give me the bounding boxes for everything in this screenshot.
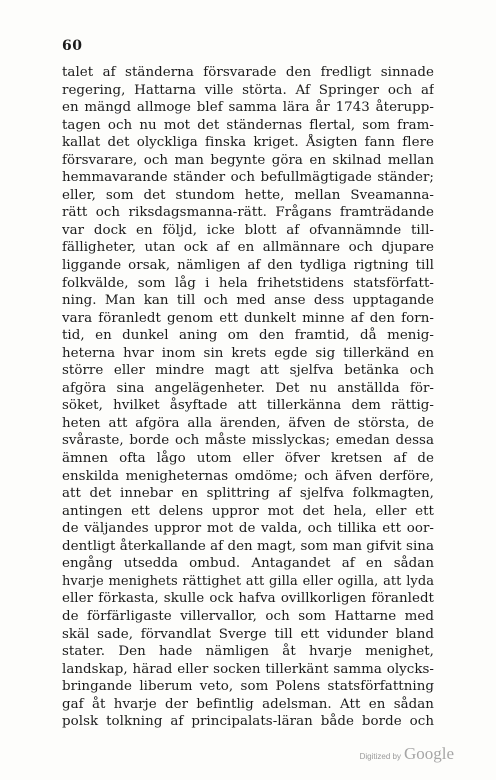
text-line: polsk tolkning af principalats-läran både borde och [62,714,434,730]
text-line: tagen och nu mot det ständernas flertal, som fram- [62,117,434,133]
text-line: svåraste, borde och måste misslyckas; emedan dessa [62,433,434,449]
text-line: kallat det olyckliga finska kriget. Åsigten fann flere [62,135,434,151]
text-line: eller förkasta, skulle ock hafva ovillkorligen föranledt [62,591,434,607]
page-number: 60 [62,38,83,54]
text-line: gaf åt hvarje der befintlig adelsman. Att en sådan [62,696,434,712]
text-line: de väljandes uppror mot de valda, och tillika ett oor- [62,521,434,537]
watermark-prefix: Digitized by [359,752,401,761]
text-line: att det innebar en splittring af sjelfva folkmagten, [62,486,434,502]
text-line: ning. Man kan till och med anse dess upptagande [62,293,434,309]
text-line: liggande orsak, nämligen af den tydliga rigtning till [62,258,434,274]
watermark-brand: Google [403,744,454,763]
text-line: var dock en följd, icke blott af ofvannämnde till- [62,222,434,238]
text-line: hemmavarande ständer och befullmägtigade ständer; [62,170,434,186]
text-line: folkvälde, som låg i hela frihetstidens statsförfatt- [62,275,434,291]
text-line: talet af ständerna försvarade den fredligt sinnade [62,65,434,80]
text-line: försvarare, och man begynte göra en skilnad mellan [62,152,434,168]
text-line: fälligheter, utan ock af en allmännare och djupare [62,240,434,256]
text-line: engång utsedda ombud. Antagandet af en sådan [62,556,434,572]
text-line: söket, hvilket åsyftade att tillerkänna dem rättig- [62,398,434,414]
text-line: bringande liberum veto, som Polens statsförfattning [62,679,434,695]
text-line: de förfärligaste villervallor, och som Hattarne med [62,608,434,624]
text-line: eller, som det stundom hette, mellan Sveamanna- [62,187,434,203]
text-line: vara föranledt genom ett dunkelt minne af den forn- [62,310,434,326]
body-text [62,64,434,731]
text-line: heten att afgöra alla ärenden, äfven de största, de [62,415,434,431]
text-line: heterna hvar inom sin krets egde sig tillerkänd en [62,345,434,361]
text-line: regering, Hattarna ville störta. Af Springer och af [62,82,434,98]
digitization-watermark [360,744,454,764]
text-line: hvarje menighets rättighet att gilla eller ogilla, att lyda [62,573,434,589]
text-line: enskilda menigheternas omdöme; och äfven derföre, [62,468,434,484]
text-line: afgöra sina angelägenheter. Det nu anställda för- [62,380,434,396]
text-line: ämnen ofta lågo utom eller öfver kretsen af de [62,451,434,467]
text-line: stater. Den hade nämligen åt hvarje menighet, [62,644,434,660]
text-line: skäl sade, förvandlat Sverge till ett vidunder bland [62,626,434,642]
text-line: rätt och riksdagsmanna-rätt. Frågans framträdande [62,205,434,221]
text-line: större eller mindre magt att sjelfva betänka och [62,363,434,379]
text-line: tid, en dunkel aning om den framtid, då menig- [62,328,434,344]
text-line: landskap, härad eller socken tillerkänt samma olycks- [62,661,434,677]
text-line: antingen ett delens uppror mot det hela, eller ett [62,503,434,519]
text-line: dentligt återkallande af den magt, som man gifvit sina [62,538,434,554]
text-line: en mängd allmoge blef samma lära år 1743 återupp- [62,100,434,116]
